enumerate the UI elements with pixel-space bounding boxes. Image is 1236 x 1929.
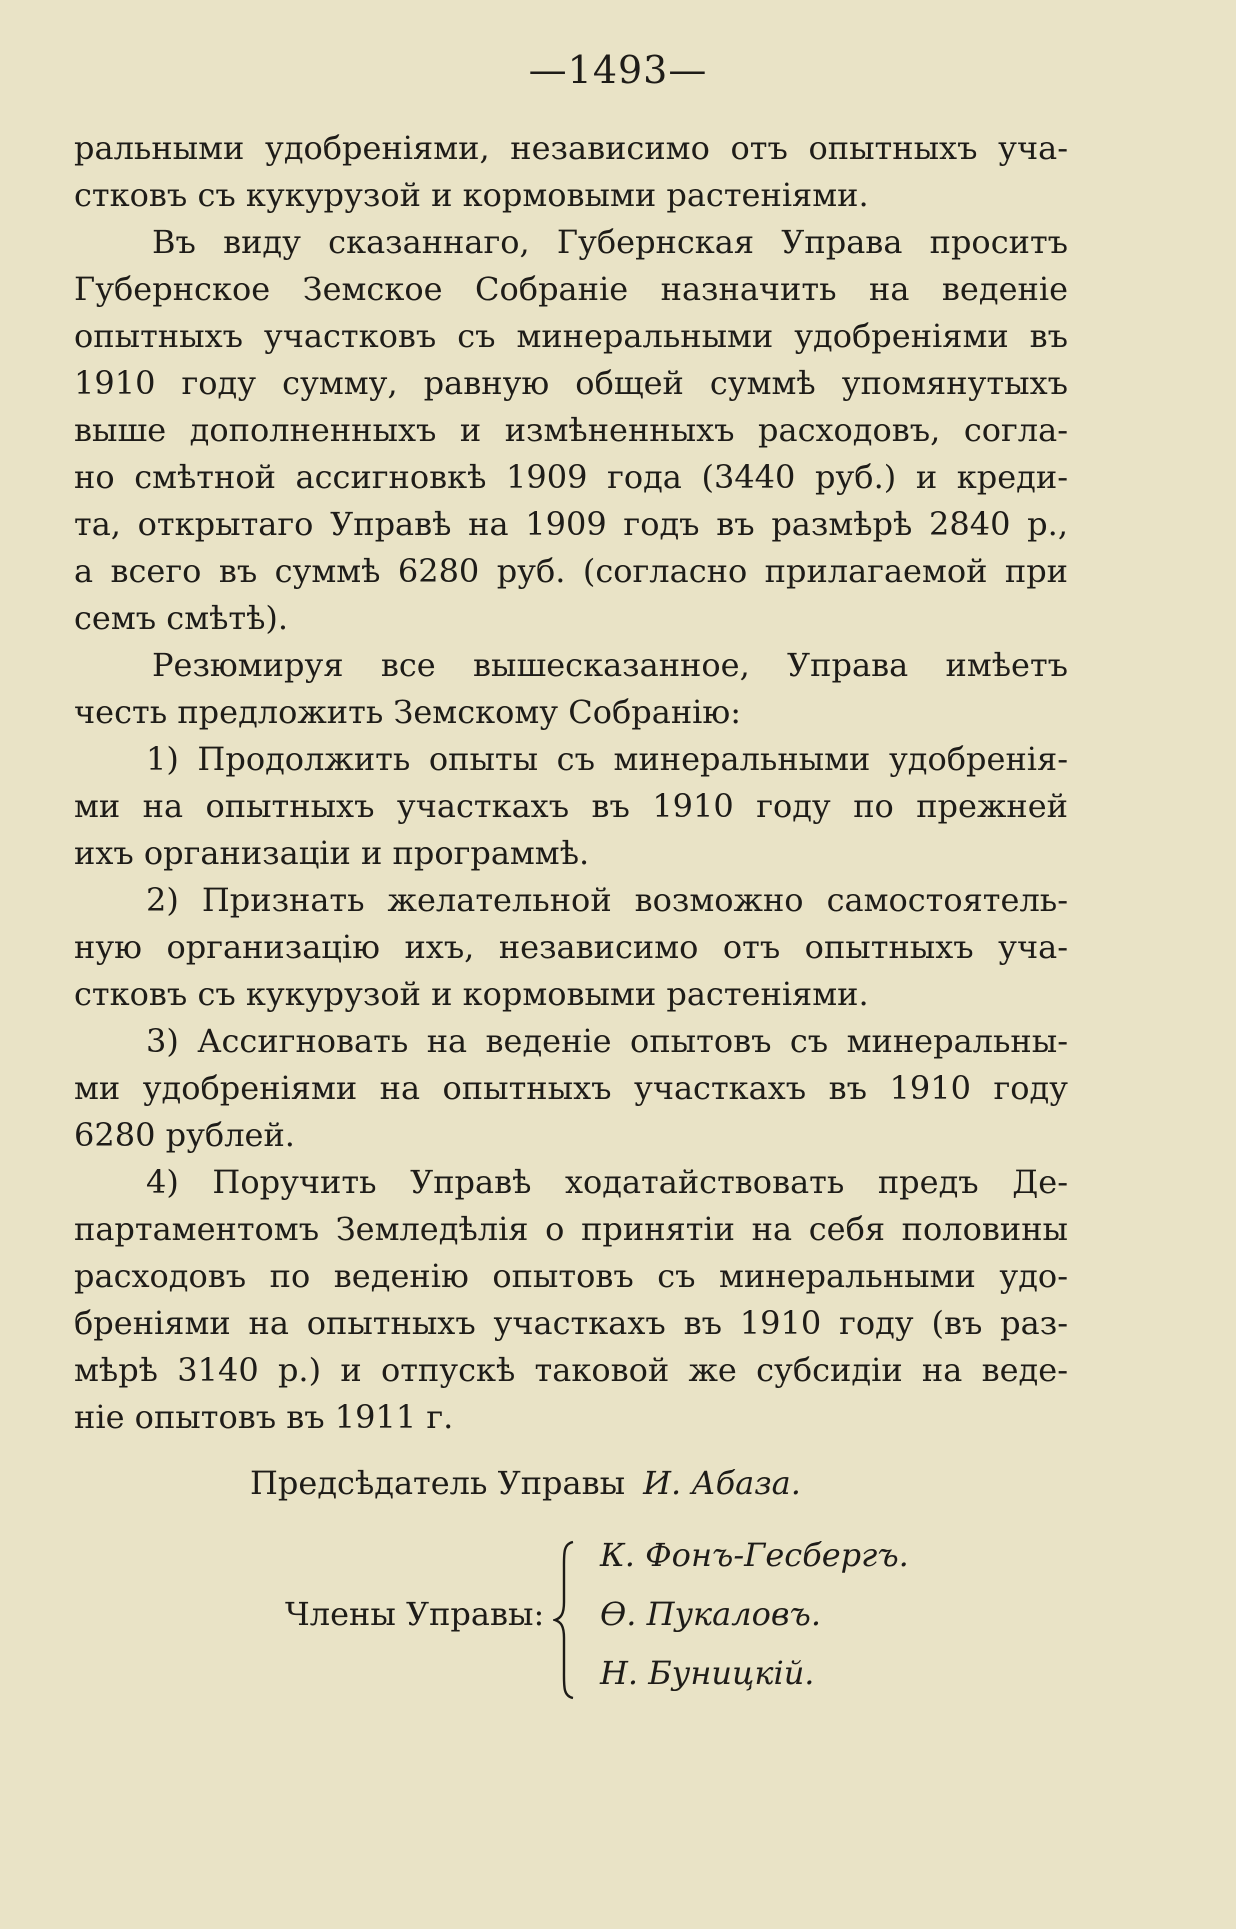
text-line: 6280 рублей. [74,1116,295,1154]
chairman-label: Предсѣдатель Управы [250,1464,626,1502]
chairman-name: И. Абаза. [643,1464,801,1502]
text-line: стковъ съ кукурузой и кормовыми растеніями. [74,176,869,214]
curly-brace-icon [553,1540,581,1700]
text-line: ми удобреніями на опытныхъ участкахъ въ 1910 году [74,1069,1068,1107]
text-line: ми на опытныхъ участкахъ въ 1910 году по прежней [74,787,1068,825]
member-name: К. Фонъ-Гесбергъ. [600,1536,909,1574]
text-line: стковъ съ кукурузой и кормовыми растеніями. [74,975,869,1013]
text-line: 4) Поручить Управѣ ходатайствовать предъ Де- [146,1163,1068,1201]
text-line: 1) Продолжить опыты съ минеральными удобренія- [146,740,1068,778]
members-label: Члены Управы: [285,1595,545,1633]
text-line: ихъ организаціи и программѣ. [74,834,590,872]
text-line: выше дополненныхъ и измѣненныхъ расходовъ, согла- [74,411,1068,449]
text-line: мѣрѣ 3140 р.) и отпускѣ таковой же субсидіи на веде- [74,1351,1068,1389]
text-line: партаментомъ Земледѣлія о принятіи на себя половины [74,1210,1068,1248]
body-text [74,125,1068,1441]
text-line: 2) Признать желательной возможно самостоятель- [146,881,1068,919]
text-line: но смѣтной ассигновкѣ 1909 года (3440 руб.) и креди- [74,458,1068,496]
members-signature-block [285,1532,985,1702]
text-line: Губернское Земское Собраніе назначить на веденіе [74,270,1068,308]
text-line: 3) Ассигновать на веденіе опытовъ съ минеральны- [146,1022,1068,1060]
text-line: Резюмируя все вышесказанное, Управа имѣетъ [152,646,1068,684]
text-line: а всего въ суммѣ 6280 руб. (согласно прилагаемой при [74,552,1068,590]
text-line: опытныхъ участковъ съ минеральными удобреніями въ [74,317,1068,355]
text-line: Въ виду сказаннаго, Губернская Управа проситъ [152,223,1068,261]
text-line: расходовъ по веденію опытовъ съ минеральными удо- [74,1257,1068,1295]
chairman-signature-block [250,1460,801,1507]
text-line: та, открытаго Управѣ на 1909 годъ въ размѣрѣ 2840 р., [74,505,1068,543]
text-line: 1910 году сумму, равную общей суммѣ упомянутыхъ [74,364,1068,402]
page-number: —1493— [528,48,708,92]
text-line: бреніями на опытныхъ участкахъ въ 1910 году (въ раз- [74,1304,1068,1342]
text-line: ніе опытовъ въ 1911 г. [74,1398,454,1436]
text-line: ную организацію ихъ, независимо отъ опытныхъ уча- [74,928,1068,966]
member-name: Ѳ. Пукаловъ. [600,1595,821,1633]
text-line: семъ смѣтѣ). [74,599,289,637]
member-name: Н. Буницкій. [600,1654,815,1692]
text-line: ральными удобреніями, независимо отъ опытныхъ уча- [74,129,1068,167]
text-line: честь предложить Земскому Собранію: [74,693,742,731]
